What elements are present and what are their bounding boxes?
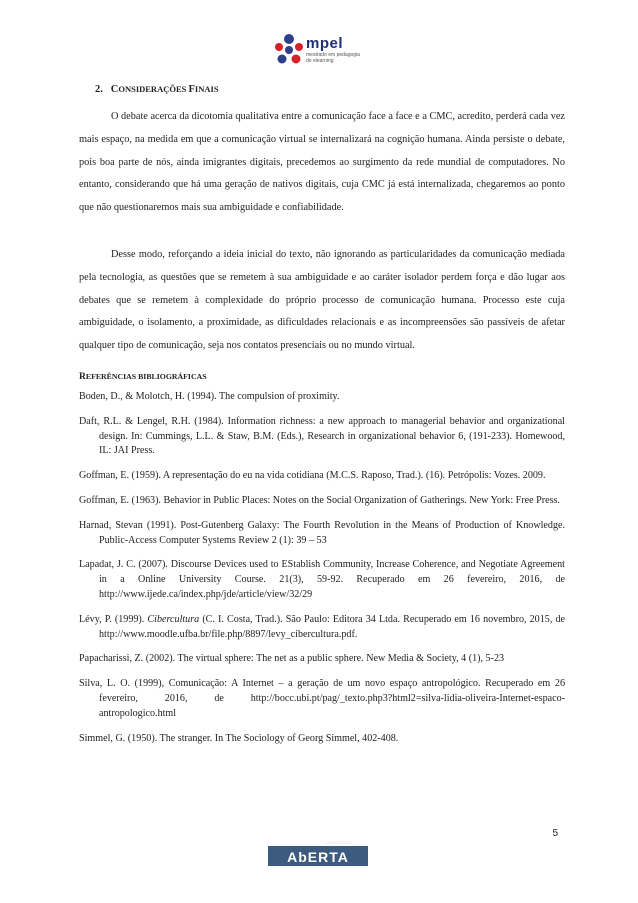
section-number: 2. <box>95 84 103 95</box>
references-heading-cap: R <box>79 372 86 382</box>
references-heading-rest: EFERÊNCIAS BIBLIOGRÁFICAS <box>85 372 207 381</box>
reference-item: Simmel, G. (1950). The stranger. In The Sociology of Georg Simmel, 402-408. <box>79 732 399 744</box>
section-title-rest1: ONSIDERAÇÕES <box>118 84 189 94</box>
reference-item: Harnad, Stevan (1991). Post-Gutenberg Galaxy: The Fourth Revolution in the Means of Production of Knowledge. Public-Access Computer Systems Review 2 (1): 39 – 53 <box>79 519 565 546</box>
section-heading <box>95 84 219 95</box>
universidade-label: UNIVERSIDADE <box>326 841 353 845</box>
reference-item: Goffman, E. (1959). A representação do eu na vida cotidiana (M.C.S. Raposo, Trad.). (16). Petrópolis: Vozes. 2009. <box>79 470 546 482</box>
universidade-aberta-logo <box>268 841 368 866</box>
section-title-cap1: C <box>110 84 119 95</box>
mpel-logo-text: mpel <box>306 35 344 52</box>
reference-item: Boden, D., & Molotch, H. (1994). The compulsion of proximity. <box>79 391 340 402</box>
references-list <box>79 390 565 756</box>
aberta-logo-text: AbERTA <box>287 849 349 865</box>
section-title-rest2: INAIS <box>194 84 219 94</box>
mpel-logo-subtitle: mestrado em pedagogia do elearning <box>306 52 360 64</box>
paragraph-2: Desse modo, reforçando a ideia inicial do texto, não ignorando as particularidades da comunicação mediada pela tecnologia, as questões que se remetem à sua ambiguidade e ao caráter isolador perdem força e dão lugar aos debates que se remetem à complexidade do próprio processo de comunicação humana. Processo este cuja ambiguidade, o isolamento, a proximidade, as dificuldades relacionais e as incompreensões são passíveis de afetar qualquer tipo de comunicação, seja nos contatos presenciais ou no mundo virtual. <box>79 249 565 352</box>
section-title-cap2: F <box>188 84 195 95</box>
reference-item: Goffman, E. (1963). Behavior in Public Places: Notes on the Social Organization of Gatherings. New York: Free Press. <box>79 494 560 506</box>
mpel-logo <box>273 32 365 66</box>
paragraph-1: O debate acerca da dicotomia qualitativa entre a comunicação face a face e a CMC, acredito, perderá cada vez mais espaço, na medida em que a comunicação virtual se internalizará na cognição humana. Ainda persiste o debate, pois boa parte de nós, ainda imigrantes digitais, precedemos ao surgimento da rede mundial de computadores. No entanto, considerando que há uma geração de nativos digitais, cuja CMC já está internalizada, chegaremos ao ponto que não questionaremos mais sua ambiguidade e confiabilidade. <box>79 111 565 214</box>
reference-item: Silva, L. O. (1999), Comunicação: A Internet – a geração de um novo espaço antropológico. Recuperado em 26 fevereiro, 2016, de http://bocc.ubi.pt/pag/_texto.php3?html2=silva-lidia-oliveira-Internet-espaco-antropologico.html <box>79 678 565 719</box>
reference-item: Daft, R.L. & Lengel, R.H. (1984). Information richness: a new approach to managerial behavior and organizational design. In: Cummings, L.L. & Staw, B.M. (Eds.), Research in organizational behavior 6, (191-233). Homewood, IL: JAI Press. <box>79 415 565 457</box>
reference-item: Lévy, P. (1999). Cibercultura (C. I. Costa, Trad.). São Paulo: Editora 34 Ltda. Recuperado em 16 novembro, 2015, de http://www.moodle.ufba.br/file.php/8897/levy_cibercultura.pdf. <box>79 613 565 640</box>
page-number: 5 <box>552 828 558 839</box>
mpel-star-icon <box>273 32 305 66</box>
references-heading <box>79 372 207 382</box>
reference-item: Papacharissi, Z. (2002). The virtual sphere: The net as a public sphere. New Media & Society, 4 (1), 5-23 <box>79 653 505 665</box>
reference-item: Lapadat, J. C. (2007). Discourse Devices used to EStablish Community, Increase Coherence, and Negotiate Agreement in a Online University Course. 21(3), 59-92. Recuperado em 26 fevereiro, 2016, de http://www.ijede.ca/index.php/jde/article/view/32/29 <box>79 559 565 600</box>
